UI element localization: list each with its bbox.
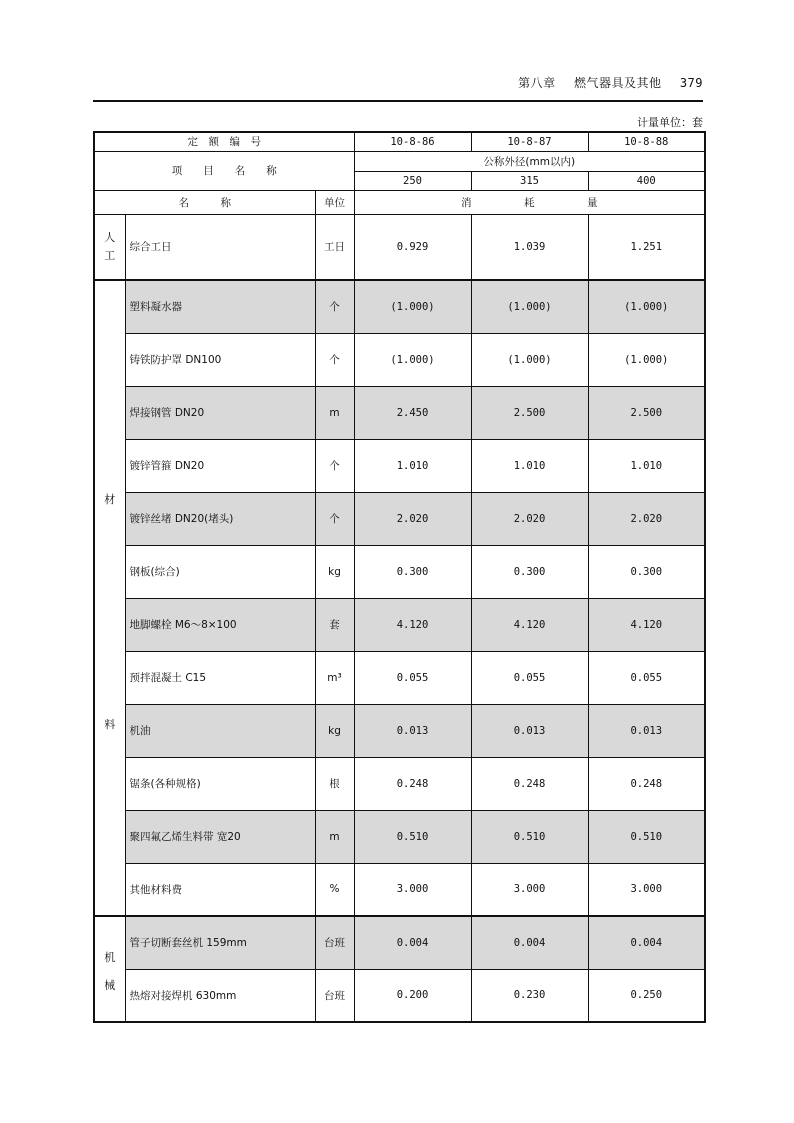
- table-row: [94, 214, 705, 280]
- row-unit: 工日: [315, 214, 354, 280]
- col-unit-header: 单位: [315, 190, 354, 214]
- row-value: 0.004: [588, 916, 705, 969]
- row-value: 3.000: [588, 863, 705, 916]
- quota-table: [93, 131, 706, 1023]
- page-number: 379: [679, 76, 703, 90]
- item-label: 项 目 名 称: [94, 151, 354, 190]
- table-row: [94, 651, 705, 704]
- row-unit: %: [315, 863, 354, 916]
- unit-label: 计量单位：套: [637, 116, 703, 129]
- spec-cell: 400: [588, 171, 705, 190]
- row-value: (1.000): [354, 333, 471, 386]
- row-unit: 根: [315, 757, 354, 810]
- spec-cell: 315: [471, 171, 588, 190]
- col-name-header: 名 称: [94, 190, 315, 214]
- row-value: 1.010: [471, 439, 588, 492]
- material-category: [94, 280, 125, 916]
- row-value: 1.010: [354, 439, 471, 492]
- row-unit: m³: [315, 651, 354, 704]
- row-unit: 台班: [315, 916, 354, 969]
- spec-label: 公称外径(mm以内): [354, 151, 705, 171]
- table-row: [94, 704, 705, 757]
- code-cell: 10-8-86: [354, 132, 471, 151]
- row-value: 0.055: [588, 651, 705, 704]
- table-row: [94, 333, 705, 386]
- row-name: 管子切断套丝机 159mm: [125, 916, 315, 969]
- table-row: [94, 598, 705, 651]
- row-name: 焊接钢管 DN20: [125, 386, 315, 439]
- row-value: 0.510: [588, 810, 705, 863]
- row-value: 2.450: [354, 386, 471, 439]
- row-unit: m: [315, 386, 354, 439]
- row-unit: 套: [315, 598, 354, 651]
- code-label: 定 额 编 号: [94, 132, 354, 151]
- row-unit: 个: [315, 439, 354, 492]
- table-row: [94, 545, 705, 598]
- row-value: 0.510: [354, 810, 471, 863]
- row-name: 地脚螺栓 M6～8×100: [125, 598, 315, 651]
- code-cell: 10-8-88: [588, 132, 705, 151]
- row-value: (1.000): [471, 333, 588, 386]
- row-value: 1.039: [471, 214, 588, 280]
- row-value: 0.013: [354, 704, 471, 757]
- row-value: 2.500: [588, 386, 705, 439]
- row-name: 其他材料费: [125, 863, 315, 916]
- row-value: 1.251: [588, 214, 705, 280]
- code-cell: 10-8-87: [471, 132, 588, 151]
- page-header: [93, 74, 703, 102]
- table-row: [94, 492, 705, 545]
- row-value: 0.248: [471, 757, 588, 810]
- row-value: 0.300: [588, 545, 705, 598]
- spec-cell: 250: [354, 171, 471, 190]
- row-value: 0.230: [471, 969, 588, 1022]
- row-value: 3.000: [471, 863, 588, 916]
- category-char: 械: [104, 979, 116, 992]
- row-value: 0.250: [588, 969, 705, 1022]
- row-value: 0.055: [354, 651, 471, 704]
- row-value: 4.120: [471, 598, 588, 651]
- row-unit: 个: [315, 333, 354, 386]
- row-value: (1.000): [588, 333, 705, 386]
- row-unit: 个: [315, 280, 354, 333]
- row-value: 2.020: [588, 492, 705, 545]
- row-value: 0.929: [354, 214, 471, 280]
- row-unit: m: [315, 810, 354, 863]
- row-unit: kg: [315, 704, 354, 757]
- row-value: 0.055: [471, 651, 588, 704]
- row-value: 4.120: [354, 598, 471, 651]
- code-row: [94, 132, 705, 151]
- row-unit: 个: [315, 492, 354, 545]
- row-name: 锯条(各种规格): [125, 757, 315, 810]
- row-value: 0.510: [471, 810, 588, 863]
- col-consume-header: 消 耗 量: [354, 190, 705, 214]
- row-value: 0.013: [588, 704, 705, 757]
- row-value: 0.013: [471, 704, 588, 757]
- row-value: (1.000): [354, 280, 471, 333]
- row-value: 3.000: [354, 863, 471, 916]
- row-value: 0.248: [354, 757, 471, 810]
- row-value: 0.004: [354, 916, 471, 969]
- row-value: 0.004: [471, 916, 588, 969]
- table-row: [94, 439, 705, 492]
- table-row: [94, 969, 705, 1022]
- row-unit: 台班: [315, 969, 354, 1022]
- chapter-title: 燃气器具及其他: [573, 76, 662, 90]
- row-value: 1.010: [588, 439, 705, 492]
- table-row: [94, 916, 705, 969]
- row-name: 镀锌管箍 DN20: [125, 439, 315, 492]
- spec-label-row: [94, 151, 705, 171]
- table-row: [94, 386, 705, 439]
- header-right: [518, 74, 703, 91]
- machine-category: [94, 916, 125, 1022]
- row-value: 0.300: [471, 545, 588, 598]
- row-value: (1.000): [588, 280, 705, 333]
- row-value: 0.248: [588, 757, 705, 810]
- table-row: [94, 280, 705, 333]
- chapter-number: 第八章: [518, 76, 556, 90]
- category-char: 料: [104, 718, 116, 731]
- row-unit: kg: [315, 545, 354, 598]
- category-char: 机: [104, 951, 116, 964]
- category-char: 材: [104, 493, 116, 506]
- row-name: 综合工日: [125, 214, 315, 280]
- row-value: (1.000): [471, 280, 588, 333]
- table-row: [94, 810, 705, 863]
- row-name: 热熔对接焊机 630mm: [125, 969, 315, 1022]
- row-name: 机油: [125, 704, 315, 757]
- row-value: 0.300: [354, 545, 471, 598]
- row-name: 钢板(综合): [125, 545, 315, 598]
- labor-category: 人工: [94, 214, 125, 280]
- table-row: [94, 863, 705, 916]
- row-name: 塑料凝水器: [125, 280, 315, 333]
- row-value: 0.200: [354, 969, 471, 1022]
- row-name: 镀锌丝堵 DN20(堵头): [125, 492, 315, 545]
- row-name: 预拌混凝土 C15: [125, 651, 315, 704]
- row-value: 2.020: [471, 492, 588, 545]
- row-value: 4.120: [588, 598, 705, 651]
- table-row: [94, 757, 705, 810]
- row-name: 铸铁防护罩 DN100: [125, 333, 315, 386]
- row-value: 2.500: [471, 386, 588, 439]
- row-value: 2.020: [354, 492, 471, 545]
- row-name: 聚四氟乙烯生料带 宽20: [125, 810, 315, 863]
- column-header-row: [94, 190, 705, 214]
